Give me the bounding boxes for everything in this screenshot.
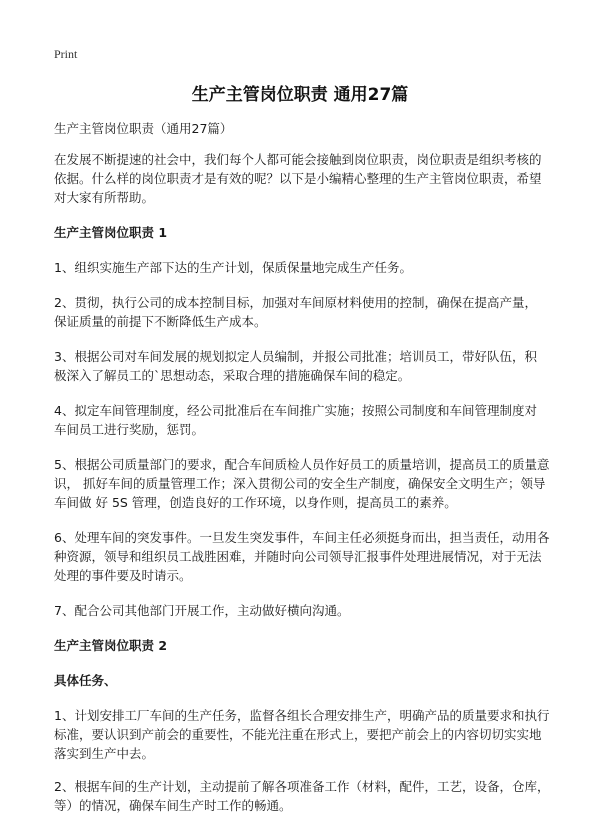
page-title: 生产主管岗位职责 通用27篇 — [191, 85, 409, 105]
section-1-item: 3、根据公司对车间发展的规划拟定人员编制，并报公司批准；培训员工，带好队伍，积 极深入了解员工的`思想动态，采取合理的措施确保车间的稳定。 — [54, 349, 537, 383]
document-body — [54, 119, 550, 829]
document-subtitle: 生产主管岗位职责（通用27篇） — [54, 121, 233, 136]
section-2-subheading: 具体任务、 — [54, 673, 117, 688]
section-1-item: 6、处理车间的突发事件。一旦发生突发事件，车间主任必须挺身而出，担当责任，动用各种资源，领导和组织员工战胜困难，并随时向公司领导汇报事件处理进展情况，对于无法 处理的事件要及时请示。 — [54, 530, 550, 583]
section-1-item: 1、组织实施生产部下达的生产计划，保质保量地完成生产任务。 — [54, 260, 412, 275]
section-1-item: 2、贯彻，执行公司的成本控制目标，加强对车间原材料使用的控制，确保在提高产量， 保证质量的前提下不断降低生产成本。 — [54, 295, 537, 329]
section-2-heading: 生产主管岗位职责 2 — [54, 638, 168, 653]
section-2-item: 1、计划安排工厂车间的生产任务，监督各组长合理安排生产，明确产品的质量要求和执行标准，要认识到产前会的重要性，不能光注重在形式上，要把产前会上的内容切切实实地落实到生产中去。 — [54, 708, 550, 761]
section-1-item: 5、根据公司质量部门的要求，配合车间质检人员作好员工的质量培训，提高员工的质量意识， 抓好车间的质量管理工作；深入贯彻公司的安全生产制度，确保安全文明生产；领导车间做 好 5S 管理，创造良好的工作环境，以身作则，提高员工的素养。 — [54, 457, 550, 510]
intro-paragraph: 在发展不断提速的社会中，我们每个人都可能会接触到岗位职责，岗位职责是组织考核的依据。什么样的岗位职责才是有效的呢？以下是小编精心整理的生产主管岗位职责，希望对大家有所帮助。 — [54, 152, 542, 205]
section-1-item: 4、拟定车间管理制度，经公司批准后在车间推广实施；按照公司制度和车间管理制度对 车间员工进行奖励，惩罚。 — [54, 403, 537, 437]
section-1-item: 7、配合公司其他部门开展工作，主动做好横向沟通。 — [54, 603, 350, 618]
section-1-heading: 生产主管岗位职责 1 — [54, 225, 168, 240]
print-label: Print — [54, 47, 78, 61]
section-2-item: 2、根据车间的生产计划，主动提前了解各项准备工作（材料，配件，工艺，设备，仓库， 等）的情况，确保车间生产时工作的畅通。 — [54, 779, 550, 813]
